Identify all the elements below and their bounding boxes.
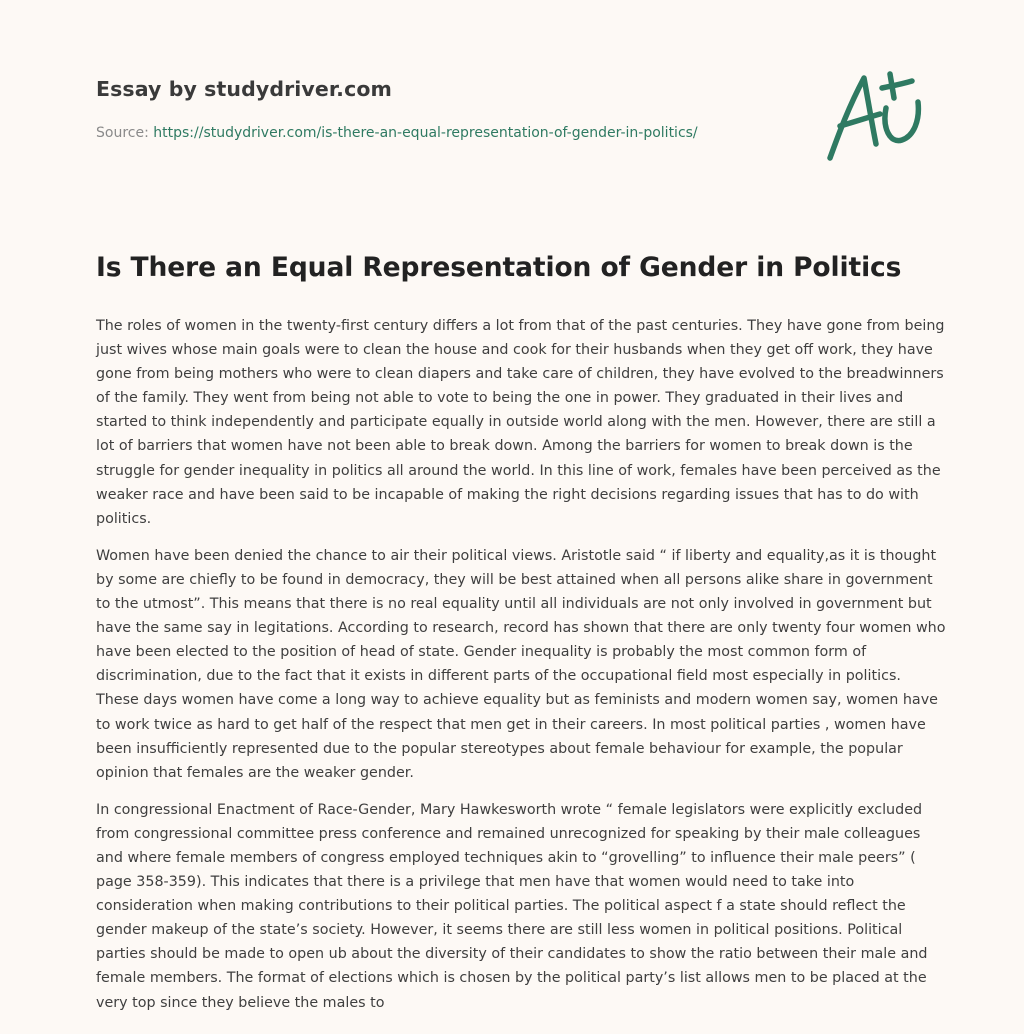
essay-paragraph: In congressional Enactment of Race-Gender, Mary Hawkesworth wrote “ female legislators were explicitly excluded from congressional committee press conference and remained unrecognized for speaking by their male colleagues and where female members of congress employed techniques akin to “grovelling” to influence their male peers” ( page 358-359). This indicates that there is a privilege that men have that women would need to take into consideration when making contributions to their political parties. The political aspect f a state should reflect the gender makeup of the state’s society. However, it seems there are still less women in political positions. Political parties should be made to open ub about the diversity of their candidates to show the ratio between their male and female members. The format of elections which is chosen by the political party’s list allows men to be placed at the very top since they believe the males to: [96, 801, 928, 1011]
site-brand: Essay by studydriver.com: [96, 77, 392, 101]
a-plus-logo-icon: [820, 66, 930, 166]
essay-title: Is There an Equal Representation of Gender in Politics: [96, 252, 902, 283]
source-link[interactable]: https://studydriver.com/is-there-an-equal-representation-of-gender-in-politics/: [153, 125, 698, 141]
source-label: Source:: [96, 125, 154, 141]
essay-body: [96, 314, 946, 1028]
source-line: [96, 125, 698, 141]
essay-paragraph: Women have been denied the chance to air their political views. Aristotle said “ if liberty and equality,as it is thought by some are chiefly to be found in democracy, they will be best attained when all persons alike share in government to the utmost”. This means that there is no real equality until all individuals are not only involved in government but have the same say in legitations. According to research, record has shown that there are only twenty four women who have been elected to the position of head of state. Gender inequality is probably the most common form of discrimination, due to the fact that it exists in different parts of the occupational field most especially in politics. These days women have come a long way to achieve equality but as feminists and modern women say, women have to work twice as hard to get half of the respect that men get in their careers. In most political parties , women have been insufficiently represented due to the popular stereotypes about female behaviour for example, the popular opinion that females are the weaker gender.: [96, 547, 946, 781]
essay-paragraph: The roles of women in the twenty-first century differs a lot from that of the past centuries. They have gone from being just wives whose main goals were to clean the house and cook for their husbands when they get off work, they have gone from being mothers who were to clean diapers and take care of children, they have evolved to the breadwinners of the family. They went from being not able to vote to being the one in power. They graduated in their lives and started to think independently and participate equally in outside world along with the men. However, there are still a lot of barriers that women have not been able to break down. Among the barriers for women to break down is the struggle for gender inequality in politics all around the world. In this line of work, females have been perceived as the weaker race and have been said to be incapable of making the right decisions regarding issues that has to do with politics.: [96, 318, 945, 527]
